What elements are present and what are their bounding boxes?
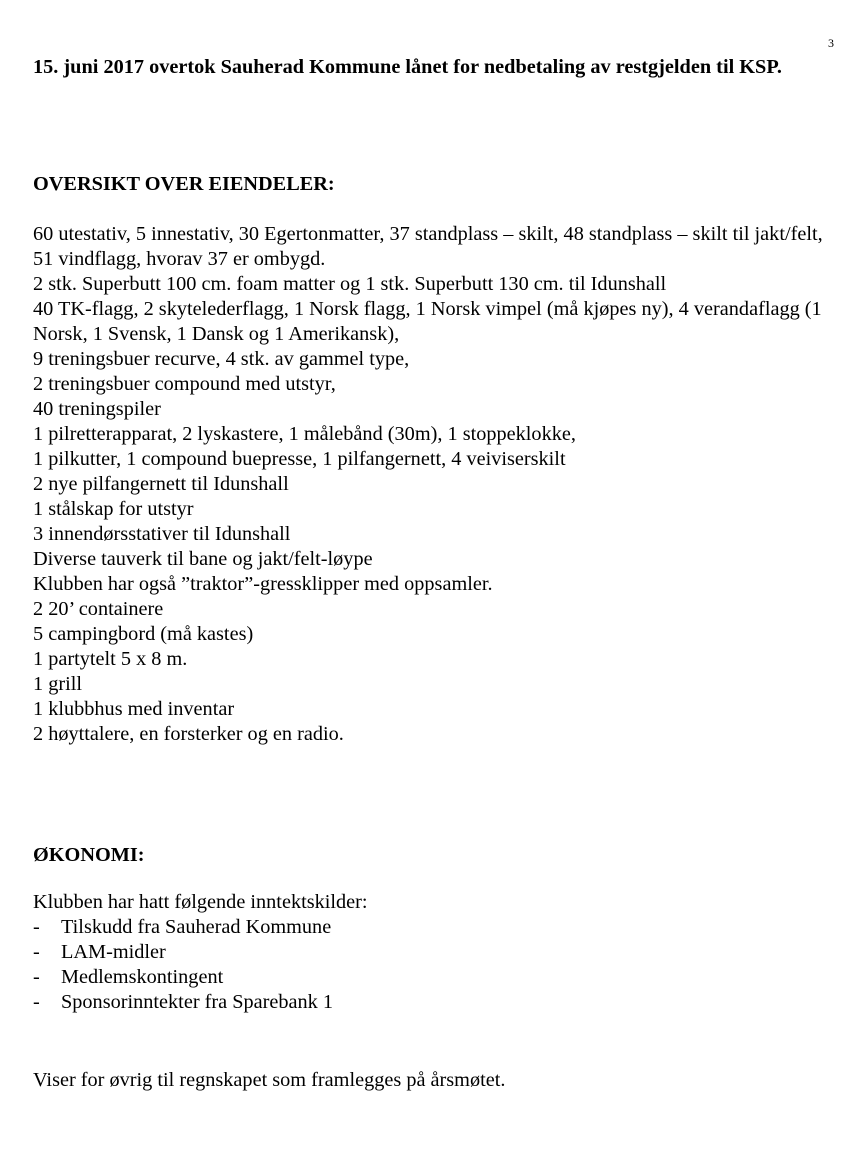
asset-line: 2 treningsbuer compound med utstyr, [33,373,336,395]
income-source-label: Tilskudd fra Sauherad Kommune [61,916,332,938]
bullet-dash: - [33,966,40,988]
asset-line: 2 nye pilfangernett til Idunshall [33,473,289,495]
asset-line: 60 utestativ, 5 innestativ, 30 Egertonmatter, 37 standplass – skilt, 48 standplass – skilt til jakt/felt, 51 vindflagg, hvorav 37 er ombygd. [33,223,823,270]
bullet-dash: - [33,991,40,1013]
asset-line: Diverse tauverk til bane og jakt/felt-løype [33,548,373,570]
income-source-label: LAM-midler [61,941,166,963]
asset-line: 1 pilretterapparat, 2 lyskastere, 1 målebånd (30m), 1 stoppeklokke, [33,423,576,445]
asset-line: 2 høyttalere, en forsterker og en radio. [33,723,344,745]
asset-line: 5 campingbord (må kastes) [33,623,254,645]
asset-line: 1 klubbhus med inventar [33,698,235,720]
asset-line: 1 pilkutter, 1 compound buepresse, 1 pilfangernett, 4 veiviserskilt [33,448,566,470]
asset-line: 40 TK-flagg, 2 skytelederflagg, 1 Norsk flagg, 1 Norsk vimpel (må kjøpes ny), 4 verandaflagg (1 Norsk, 1 Svensk, 1 Dansk og 1 Amerikansk), [33,298,822,345]
intro-paragraph: 15. juni 2017 overtok Sauherad Kommune lånet for nedbetaling av restgjelden til KSP. [33,56,782,78]
bullet-dash: - [33,916,40,938]
bullet-dash: - [33,941,40,963]
income-source-item [33,940,333,965]
asset-line: 1 stålskap for utstyr [33,498,194,520]
asset-line: Klubben har også ”traktor”-gressklipper med oppsamler. [33,573,493,595]
income-source-label: Sponsorinntekter fra Sparebank 1 [61,991,334,1013]
income-source-item [33,915,333,940]
income-intro: Klubben har hatt følgende inntektskilder: [33,891,368,913]
income-sources-list [33,915,333,1015]
closing-paragraph: Viser for øvrig til regnskapet som framlegges på årsmøtet. [33,1069,506,1091]
assets-list [33,222,833,747]
assets-heading: OVERSIKT OVER EIENDELER: [33,173,335,195]
asset-line: 9 treningsbuer recurve, 4 stk. av gammel type, [33,348,410,370]
asset-line: 2 stk. Superbutt 100 cm. foam matter og 1 stk. Superbutt 130 cm. til Idunshall [33,273,667,295]
asset-line: 2 20’ containere [33,598,164,620]
income-source-item [33,965,333,990]
page-number: 3 [828,36,834,50]
asset-line: 1 partytelt 5 x 8 m. [33,648,188,670]
income-source-label: Medlemskontingent [61,966,224,988]
asset-line: 1 grill [33,673,83,695]
asset-line: 40 treningspiler [33,398,161,420]
income-source-item [33,990,333,1015]
asset-line: 3 innendørsstativer til Idunshall [33,523,291,545]
economy-heading: ØKONOMI: [33,844,145,866]
